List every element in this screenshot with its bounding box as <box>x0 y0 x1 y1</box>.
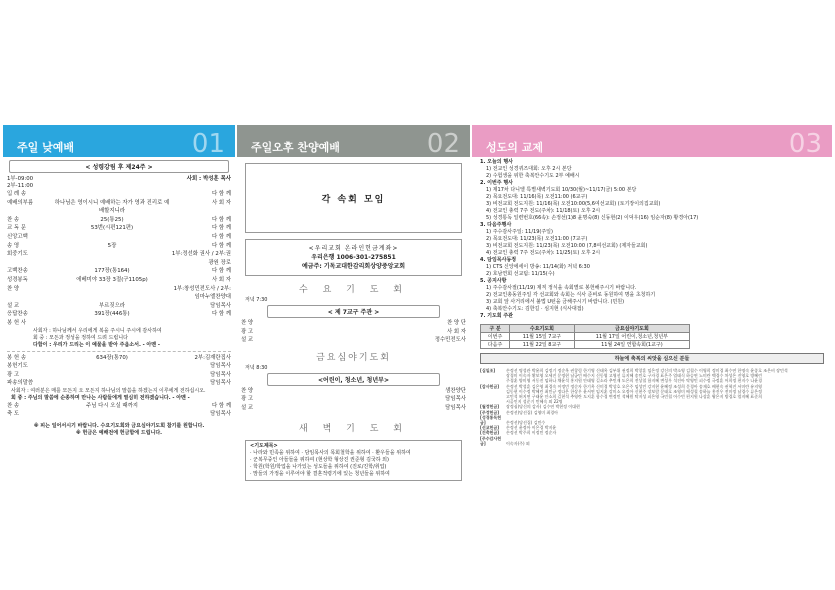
order-item-content <box>53 285 171 302</box>
order-item-label: 교 독 문 <box>7 225 27 232</box>
order-item-content: 177장(통164) <box>94 268 130 275</box>
order-item-label: 광 고 <box>241 396 254 403</box>
table-cell: 이번주 <box>481 333 510 341</box>
offering-category: [주정헌금] <box>480 409 500 415</box>
order-row <box>3 216 235 225</box>
prayer-line: · 군복무중인 아들들을 위하여 (현상학 형상진 권준형 김국하 외) <box>250 456 389 463</box>
order-row <box>3 362 235 371</box>
announcement-line: 5) 성경통독 일련번호(66속): 손정선(1)8 윤명숙(8) 신동현(2) 이덕우(16) 임순자(8) 황경아(17) <box>486 215 699 221</box>
table-cell: 다음주 <box>481 341 510 349</box>
offering-category: [월정헌금] <box>480 404 500 410</box>
order-item-label: 봉 헌 송 <box>7 354 27 361</box>
table-cell: 11월 24일 연합속회(1교구) <box>574 341 689 349</box>
header-sunday-service <box>3 125 235 157</box>
order-item-leader: 다 함 께 <box>211 242 231 249</box>
announcement-line: 2) 호남연회 선교팀: 11/15(수) <box>486 271 555 277</box>
column-fellowship <box>472 125 832 500</box>
offering-list-row <box>480 436 824 446</box>
announcement-line: 4) 축복안수기도: 김한길 · 심지현 (식사대접) <box>486 306 584 312</box>
order-row <box>3 379 235 388</box>
offering-names: 손정선(당선집) 김민수 <box>506 420 546 426</box>
footnote: ※ 피는 일어서시기 바랍니다. 수요기도회와 금요심야기도회 참기를 원합니다. <box>33 423 205 430</box>
order-item-content <box>53 319 171 328</box>
order-item-leader: 담임목사 <box>210 411 231 418</box>
header-title: 주일 낮예배 <box>17 141 74 154</box>
offering-names: 손정선 박성훈 김은영 최경숙 이정민 정순자 한기옥 신미경 박상호 오은주 임성민 강지현 윤혜정 조성희 문경아 송재호 배현숙 권혁진 서미란 유지영 <box>506 383 762 389</box>
offering-names: 이숙자(주) 외 <box>506 440 530 446</box>
bank-account: 우리은행 1006-301-275851 <box>311 254 396 261</box>
account-holder: 예금주: 기독교대한감리회상양중앙교회 <box>301 263 406 270</box>
order-item-content: 에베미야 33장 3절(구1105p) <box>76 276 148 283</box>
order-item-label: 찬 송 <box>7 402 20 409</box>
order-item-label: 축 도 <box>7 411 20 418</box>
order-item-leader: 1부:창성민전도사 / 2부:임마누엘찬양대 <box>173 285 231 301</box>
announcement-line: 2) 목요전도대: 11/23(목) 오전11:00 (7교구) <box>486 236 588 242</box>
friday-bar: <어린이, 청소년, 청년부> <box>267 373 440 386</box>
offering-names: 장경미 이숙자 황보영 오세진 문정현 남궁민 배수지 신동엽 고영선 류지혜 송민호 구자경 표은주 엄태식 하승연 노미란 백경수 차성은 진영호 방혜린 <box>506 373 762 379</box>
order-row <box>3 310 235 319</box>
offering-names: 장정심(당신의 감사) 김수연 박현정 이대현 <box>506 404 580 410</box>
order-row <box>3 276 235 285</box>
offering-names: 주경훈 양미영 서동진 임하나 채윤석 홍지원 안태영 길소라 추민재 도은희 전상철 함지혜 변성우 석진아 탁영민 피수정 국정훈 어희정 편지수 나윤경 <box>506 378 762 384</box>
order-item-label: 예배의부름 <box>7 199 34 206</box>
header-title: 주일오후 찬양예배 <box>251 141 340 154</box>
online-offering-box <box>245 239 462 276</box>
order-item-content: 부르짖으라 <box>98 302 126 309</box>
announcement-section-title: 4. 담임목사동정 <box>480 257 517 263</box>
order-item-content: 5장 <box>107 242 117 249</box>
order-item-label: 입 례 송 <box>7 191 27 197</box>
order-item-content <box>287 395 406 404</box>
column-sunday-service <box>3 125 235 500</box>
order-item-leader: 샘찬양단 <box>445 387 466 394</box>
announcements <box>472 157 832 322</box>
order-row <box>3 233 235 242</box>
order-item-leader: 다 함 께 <box>211 216 231 223</box>
group-meeting-title: 각 속회 모임 <box>321 194 386 205</box>
order-item-content: 391장(446통) <box>94 311 130 318</box>
offering-names: 손정선 박주희 이정민 정순자 <box>506 430 557 436</box>
offering-list <box>480 368 824 446</box>
order-item-label: 광 고 <box>7 371 20 378</box>
announcement-line: 3) 교회 앞 사거리에서 불법 U턴을 금해주시기 바랍니다. (민원) <box>486 299 625 305</box>
order-item-label: 봉 헌 사 <box>7 319 27 326</box>
order-item-label: 설 교 <box>7 302 20 309</box>
offering-category: [건축헌금] <box>480 430 500 436</box>
order-row <box>237 395 470 404</box>
order-item-leader: 담임목사 <box>210 371 231 378</box>
order-item-content: 주님 다시 오실 때까지 <box>85 402 138 409</box>
order-item-leader: 정수민전도사 <box>434 337 466 344</box>
time-row <box>3 176 235 190</box>
header-number: 03 <box>788 129 822 159</box>
table-header-cell: 구 분 <box>481 325 510 333</box>
order-item-label: 광 고 <box>241 328 254 335</box>
order-item-content <box>53 371 171 380</box>
table-header-cell: 금요심야기도회 <box>574 325 689 333</box>
order-item-leader: 담임목사 <box>445 396 466 403</box>
order-item-label: 설 교 <box>241 404 254 411</box>
wednesday-title: 수 요 기 도 회 <box>299 285 408 295</box>
announcement-line: 4) 전교인 총력 7주 전도(주차): 11/18(토) 오후 2시 <box>486 208 601 214</box>
order-item-leader: 다 함 께 <box>211 268 231 275</box>
order-item-leader: 찬 양 단 <box>446 320 466 326</box>
order-item-label: 찬 양 <box>7 285 20 292</box>
order-item-label: 고백찬송 <box>7 268 28 275</box>
order-row <box>3 190 235 199</box>
prayer-line: · 나라와 민족을 위하여 · 담임목사의 목회철학을 위하여 · 환우들을 위하여 <box>250 449 411 456</box>
order-item-content <box>53 190 171 199</box>
order-item-content <box>53 362 171 371</box>
wednesday-order <box>237 319 470 345</box>
time-1: 1부-09:00 <box>7 176 34 182</box>
order-of-service <box>3 190 235 328</box>
offering-names: 김동현 이수정 박혜린 최민규 정다은 한상우 윤서연 임지훈 강미소 오정아 신현주 장보람 문태호 조영미 배성철 송하늘 홍진우 전미정 남경수 류은정 <box>506 388 762 394</box>
order-item-label: 송 영 <box>7 242 20 249</box>
announcement-section-title: 2. 이번주 행사 <box>480 180 514 186</box>
friday-time: 저녁 8:30 <box>245 364 268 371</box>
announcement-line: 1) CTS 신앙에세이 방송: 11/14(화) 저녁 6:30 <box>486 264 590 270</box>
order-item-label: 신앙고백 <box>7 233 28 240</box>
friday-title: 금요심야기도회 <box>316 352 391 363</box>
order-item-leader: 다 함 께 <box>211 225 231 232</box>
order-row <box>3 371 235 380</box>
offering-notice-bar: 하늘에 축복의 씨앗을 심으신 분들 <box>480 353 824 364</box>
order-item-label: 설 교 <box>241 337 254 344</box>
prayer-line: · 맘들의 가정을 이루어야 할 결혼적령기에 있는 청년들을 위하여 <box>250 470 390 477</box>
announcement-line: 2) 수험생을 위한 축복안수기도 2부 예배시 <box>486 173 580 179</box>
order-row <box>237 404 470 413</box>
offering-line: 회 중 : 모든과 정성을 정하여 드려 드립니다 <box>33 334 128 341</box>
order-row <box>237 336 470 345</box>
order-item-leader <box>171 319 231 328</box>
order-item-leader: 1부:정선화 권사 / 2부:권광원 장로 <box>171 251 231 266</box>
table-cell: 11월 22일 8교구 <box>510 341 575 349</box>
announcement-line: 1) 주수감사절(11/19) 제직 정식을 속회별로 봉헌해주시기 바랍니다. <box>486 285 637 291</box>
friday-order <box>237 387 470 413</box>
order-item-content <box>287 328 406 337</box>
order-item-content <box>287 404 406 413</box>
announcement-line: 1) 제17차 다니엘 특별새벽기도회 10/30(월)~11/17(금) 5:00 본당 <box>486 187 637 193</box>
wednesday-time: 저녁 7:30 <box>245 297 268 303</box>
prayer-line: · 학원(학원/학업을 나가있는 성도들을 위하여 (진로/진학/취업) <box>250 463 387 470</box>
announcement-line: 3) 비전교회 전도지원: 11/16(목) 오전10:00(5,6여선교회) (토기장이의집교회) <box>486 201 661 207</box>
order-item-leader: 사 회 자 <box>446 328 466 335</box>
table-header-cell: 수요기도회 <box>510 325 575 333</box>
footnote: ※ 헌금은 예배전에 헌금함에 드립니다. <box>75 430 163 437</box>
header-number: 01 <box>191 129 225 159</box>
table-cell: 11월 17일 어린이,청소년,청년부 <box>574 333 689 341</box>
order-item-leader: 사 회 자 <box>211 199 231 206</box>
announcement-section-title: 3. 다음주행사 <box>480 222 512 228</box>
offering-category: [감사헌금] <box>480 383 500 389</box>
offering-names: 고민석 허지연 구태윤 안소희 길현석 추영란 도지훈 함수경 변정민 석혜원 탁지성 피은영 국민철 어수빈 편지원 나상훈 왕은지 방경호 엄지혜 표준희 <box>506 394 762 400</box>
order-item-content <box>53 250 171 267</box>
header-fellowship <box>472 125 832 157</box>
order-row <box>237 319 470 328</box>
header-afternoon-service <box>237 125 470 157</box>
table-row <box>481 333 690 341</box>
order-item-leader: 다 함 께 <box>211 402 231 409</box>
offering-line: 사회자 : 하나님께서 우리에게 복을 주시니 주시에 감사하여 <box>33 327 162 334</box>
dismissal-line: 사회자 : 여러분은 매를 모든지 오 모든지 하나님의 말씀을 하겠는지 이루에게 전하십시오. <box>11 387 206 394</box>
offering-category: [선교헌금] <box>480 425 500 431</box>
order-row <box>3 319 235 328</box>
order-item-leader: 담임목사 <box>445 404 466 411</box>
bulletin-sheet <box>0 125 835 500</box>
order-row <box>3 242 235 251</box>
offering-names: 손정선(당선집) 김영미 최경아 <box>506 409 559 415</box>
order-item-label: 회중기도 <box>7 251 28 258</box>
order-row <box>3 267 235 276</box>
prayer-topics-box <box>245 440 462 481</box>
offering-list-row <box>480 415 824 425</box>
prayer-topics-title: <기도제목> <box>250 442 278 449</box>
order-row <box>3 354 235 363</box>
announcement-section-title: 1. 오늘의 행사 <box>480 159 514 165</box>
order-item-leader: 2부:김재란집사 <box>194 354 231 361</box>
order-item-label: 봉헌기도 <box>7 363 28 370</box>
header-title: 성도의 교제 <box>486 141 543 154</box>
order-item-content: 53번(시편121편) <box>90 225 134 232</box>
offering-category: [주수감사헌금] <box>480 435 502 446</box>
order-item-content <box>287 336 406 345</box>
order-item-content <box>287 387 406 396</box>
announcement-line: 1) 주수감사주일: 11/19(주일) <box>486 229 553 235</box>
time-2: 2부-11:00 <box>7 183 34 189</box>
table-row <box>481 341 690 349</box>
footnotes <box>3 419 235 437</box>
order-item-label: 찬 송 <box>7 216 20 223</box>
order-item-content <box>287 319 406 328</box>
offering-names: 손정선 명성관 박윤희 김정기 정순옥 권창림 한기영 신태옥 김부위 권정희 박창훈 임은정 강신의 박소영 김철수 이영희 정미경 최수연 한명숙 윤종호 조은비 장민석 <box>506 368 788 373</box>
dismissal-responsive <box>3 388 235 402</box>
order-item-leader: 다 함 께 <box>211 311 231 318</box>
announcement-line: 1) 전교인 성경퀴즈대회: 오후 2시 본당 <box>486 166 572 172</box>
order-row <box>237 328 470 337</box>
order-item-content <box>53 379 171 388</box>
order-item-leader: 담임목사 <box>210 363 231 370</box>
order-item-leader: 담임목사 <box>210 302 231 309</box>
order-item-leader: 다 함 께 <box>211 191 231 197</box>
announcement-section-title: 7. 기도회 주관 <box>480 313 514 319</box>
group-meeting-box <box>245 163 462 233</box>
order-of-service-3 <box>3 402 235 419</box>
dismissal-line: 회 중 : 주님의 말씀에 순종하며 만나는 사람들에게 열심히 전하겠습니다. - 아멘 - <box>11 394 190 401</box>
order-row <box>3 402 235 411</box>
order-of-service-2 <box>3 354 235 388</box>
order-row <box>237 387 470 396</box>
order-row <box>3 224 235 233</box>
dawn-prayer-title: 새 벽 기 도 회 <box>299 423 408 434</box>
order-item-leader: 사 회 자 <box>211 276 231 283</box>
order-item-label: 성경봉독 <box>7 276 28 283</box>
online-offering-title: <우리교회 온라인헌금계좌> <box>308 245 399 252</box>
announcement-line: 2) 전교인총동원주일 각 선교회와 속회는 식사 준비로 동원하여 명을 초청하기 <box>486 292 656 298</box>
order-item-label: 파송의말씀 <box>7 380 34 387</box>
announcement-line: 2) 목요전도대: 11/16(목) 오전11:00 (6교구) <box>486 194 588 200</box>
order-row <box>3 302 235 311</box>
wednesday-bar: < 제 7교구 주관 > <box>267 305 440 318</box>
order-item-leader: 다 함 께 <box>211 233 231 240</box>
order-item-label: 찬 양 <box>241 387 254 394</box>
offering-names: 시골인지 성준기 민혜숙 외 22명 <box>506 399 563 405</box>
order-item-content: 634장(통70) <box>96 354 128 361</box>
column-afternoon-service <box>237 125 470 500</box>
offering-line: 다함이 : 우리가 드리는 이 예물을 받아 주옵소서. - 아멘 - <box>33 341 160 348</box>
table-header-row <box>481 325 690 333</box>
offering-names: 손정선 윤정아 이은경 박지윤 <box>506 425 557 431</box>
presider: 사회 : 박성훈 목사 <box>186 176 231 182</box>
offering-category: [성경통독헌금] <box>480 414 502 426</box>
header-number: 02 <box>426 129 460 159</box>
table-cell: 11월 15일 7교구 <box>510 333 575 341</box>
order-item-content: 25(통25) <box>100 216 124 223</box>
order-row <box>3 285 235 302</box>
announcement-line: 4) 전교인 총력 7주 전도(주차): 11/25(토) 오후 2시 <box>486 250 601 256</box>
announcement-section-title: 5. 공지사항 <box>480 278 507 284</box>
order-item-label: 응답찬송 <box>7 311 28 318</box>
order-item-label: 찬 양 <box>241 320 254 326</box>
order-item-content: 하나님은 영이시니 예배하는 자가 영과 진리로 예배할지니라 <box>54 199 170 215</box>
offering-responsive <box>3 328 235 349</box>
order-item-content <box>53 410 171 419</box>
order-row <box>3 250 235 267</box>
divider <box>7 351 231 352</box>
announcement-line: 3) 비전교회 전도지원: 11/23(목) 오전10:00 (7,8여선교회) (제자들교회) <box>486 243 648 249</box>
prayer-meeting-table <box>480 324 690 349</box>
sermon-week-bar: < 성령강림 후 제24주 > <box>9 160 229 173</box>
order-row <box>3 410 235 419</box>
offering-category: [십일조] <box>480 368 496 373</box>
order-row <box>3 199 235 216</box>
order-item-leader: 담임목사 <box>210 380 231 387</box>
order-item-content <box>53 233 171 242</box>
